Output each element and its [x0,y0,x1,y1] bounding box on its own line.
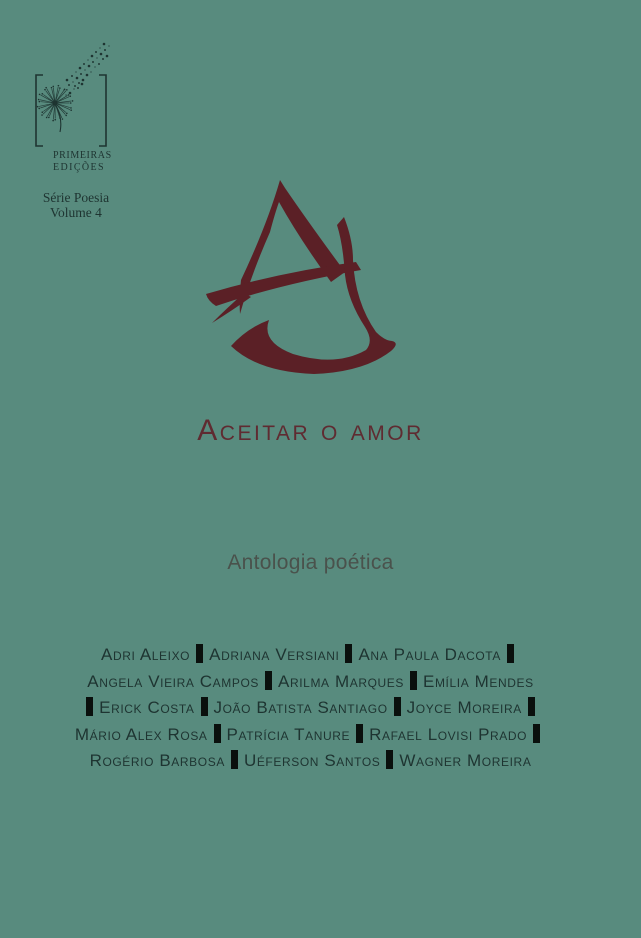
right-bracket [99,75,106,146]
author-line [0,748,621,775]
author-name: Adriana Versiani [209,645,340,664]
author-name: Arilma Marques [278,671,405,691]
author-name: Ana Paula Dacota [358,645,501,664]
publisher-name [53,150,112,173]
author-line [0,722,621,749]
dandelion-seeds [63,43,109,96]
series-label: Série Poesia [42,190,110,205]
separator-bar [528,697,535,716]
separator-bar [386,750,393,769]
author-name: Uéferson Santos [243,751,381,770]
separator-bar [214,724,221,743]
separator-bar [507,644,514,663]
separator-bar [201,697,208,716]
separator-bar [356,724,363,743]
author-name: Angela Vieira Campos [87,671,260,691]
volume-label: Volume 4 [50,205,102,220]
author-name: Joyce Moreira [406,698,522,717]
publisher-name-line2: EDIÇÕES [53,161,106,173]
monogram-a-icon [205,180,435,380]
separator-bar [394,697,401,716]
separator-bar [265,671,272,690]
separator-bar [196,644,203,663]
publisher-logo [30,38,122,220]
author-line [0,695,621,722]
separator-bar [86,697,93,716]
author-name: Erick Costa [99,698,195,717]
author-line [0,669,621,696]
author-name: Wagner Moreira [399,751,532,770]
separator-bar [345,644,352,663]
author-line [0,642,621,669]
separator-bar [231,750,238,769]
author-name: Rafael Lovisi Prado [369,724,528,744]
book-subtitle: Antologia poética [227,551,394,574]
author-name: João Batista Santiago [213,698,388,717]
dandelion-head [37,85,73,132]
author-name: Rogério Barbosa [89,751,225,770]
book-title: Aceitar o amor [197,414,424,447]
publisher-name-line1: PRIMEIRAS [53,150,112,161]
left-bracket [36,75,43,146]
authors-block [0,642,621,775]
author-name: Patrícia Tanure [226,724,351,744]
separator-bar [533,724,540,743]
author-name: Emília Mendes [423,671,534,691]
author-name: Mário Alex Rosa [74,724,208,744]
separator-bar [410,671,417,690]
author-name: Adri Aleixo [101,645,191,664]
